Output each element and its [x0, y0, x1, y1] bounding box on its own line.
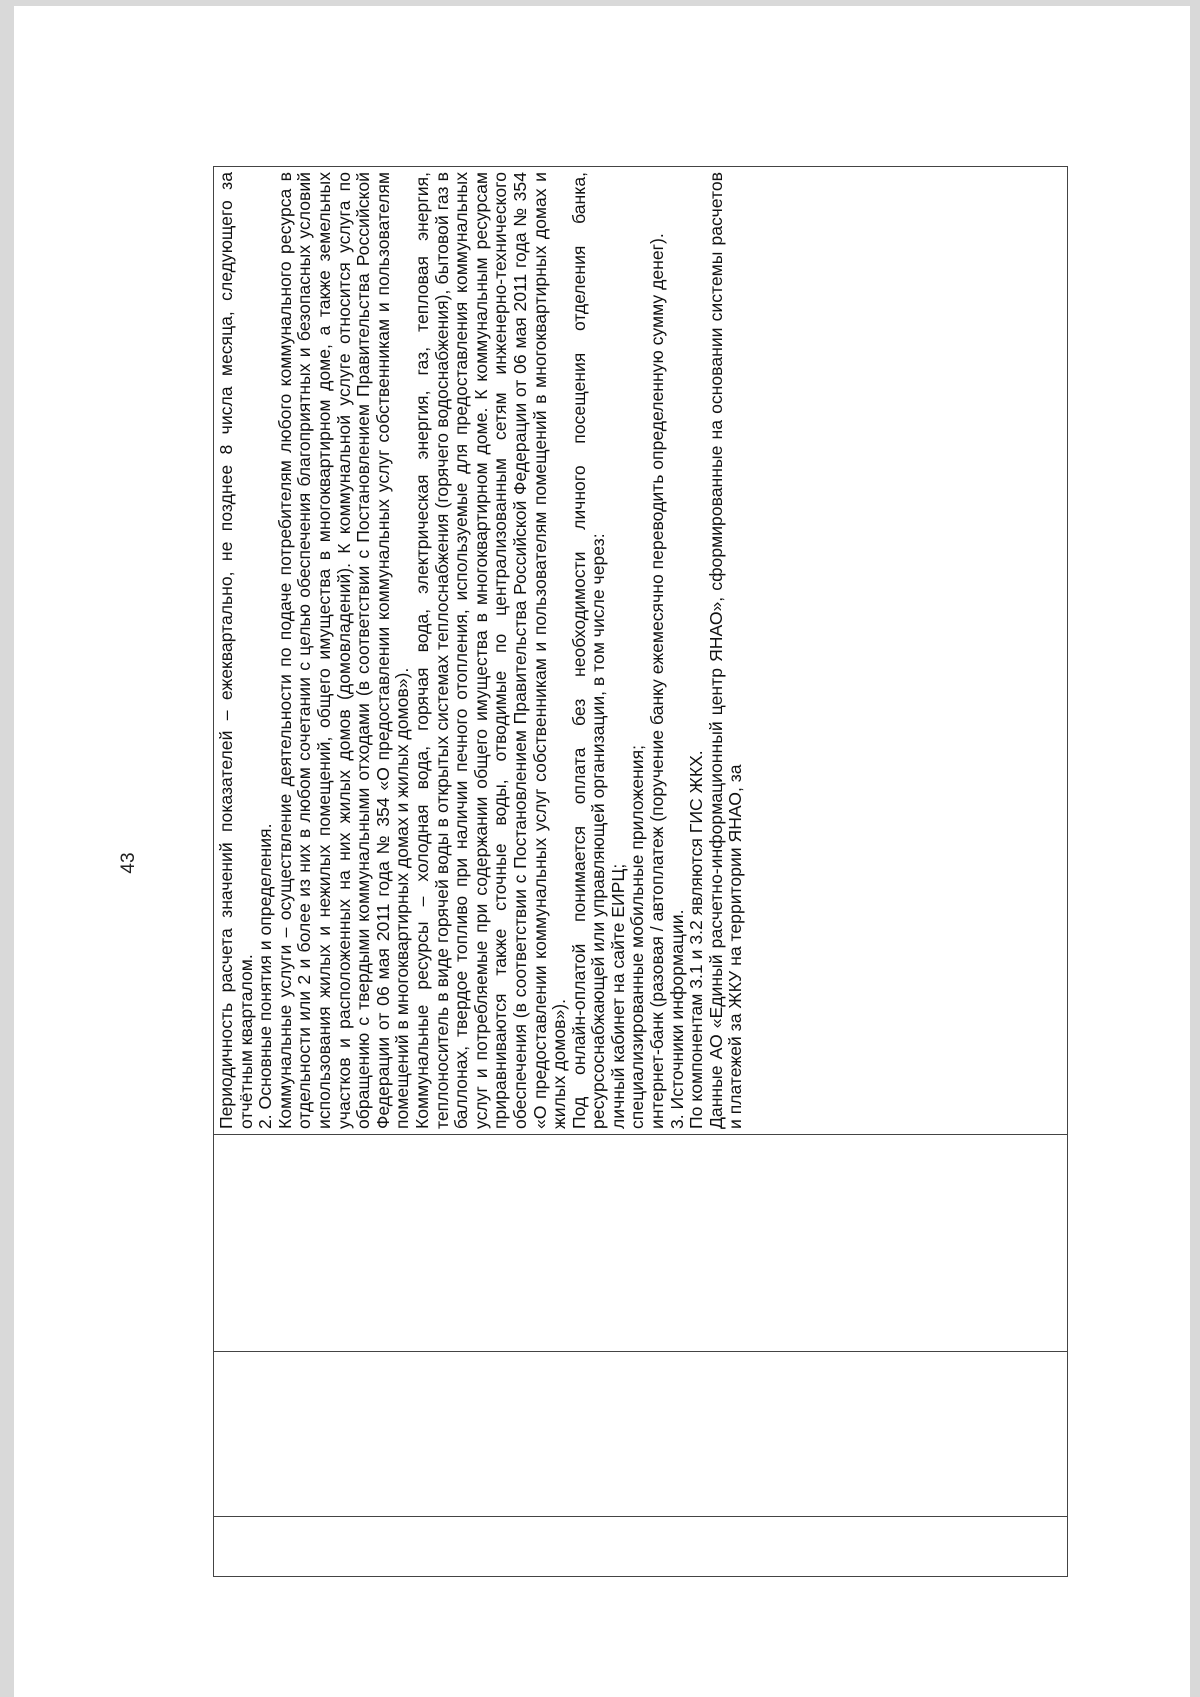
paragraph-section-2-heading: 2. Основные понятия и определения.: [255, 823, 276, 1129]
table-cell-2: [214, 1352, 1068, 1517]
list-item-internet-bank: интернет-банк (разовая / автоплатеж (поручение банку ежемесячно переводить определенную сумму денег).: [647, 233, 668, 1129]
paragraph-section-3-heading: 3. Источники информации.: [666, 909, 687, 1129]
paragraph-communal-services: Коммунальные услуги – осуществление деятельности по подаче потребителям любого коммунального ресурса в отдельности или 2 и более из них в любом сочетании с целью обеспечения благоприятных и безопасных условий использования жилых и нежилых помещений, общего имущества в многоквартирном доме, а также земельных участков и расположенных на них жилых домов (домовладений). К коммунальной услуге относится услуга по обращению с твердыми коммунальными отходами (в соответствии с Постановлением Правительства Российской Федерации от 06 мая 2011 года № 354 «О предоставлении коммунальных услуг собственникам и пользователям помещений в многоквартирных домах и жилых домов»).: [274, 172, 413, 1129]
table-cell-description: [214, 167, 1068, 1135]
list-item-mobile-apps: специализированные мобильные приложения;: [627, 745, 648, 1129]
table-row: [214, 167, 1068, 1577]
paragraph-components-source: По компонентам 3.1 и 3.2 являются ГИС ЖКХ.: [686, 750, 707, 1129]
document-page: [14, 6, 1190, 1697]
page-number: 43: [118, 852, 139, 874]
table-cell-1: [214, 1517, 1068, 1577]
indicator-table: [213, 166, 1068, 1577]
paragraph-online-payment: Под онлайн-оплатой понимается оплата без необходимости личного посещения отделения банка, ресурсоснабжающей или управляющей организации, в том числе через:: [568, 172, 609, 1129]
list-item-personal-cabinet: личный кабинет на сайте ЕИРЦ;: [607, 863, 628, 1129]
rotated-table: [213, 167, 1068, 1577]
paragraph-eirc-data: Данные АО «Единый расчетно-информационный центр ЯНАО», сформированные на основании системы расчетов и платежей за ЖКУ на территории ЯНАО, за: [705, 172, 746, 1129]
table-cell-3: [214, 1135, 1068, 1352]
paragraph-communal-resources: Коммунальные ресурсы – холодная вода, горячая вода, электрическая энергия, газ, тепловая энергия, теплоноситель в виде горячей воды в открытых системах теплоснабжения (горячего водоснабжения), бытовой газ в баллонах, твердое топливо при наличии печного отопления, используемые для предоставления коммунальных услуг и потребляемые при содержании общего имущества в многоквартирном доме. К коммунальным ресурсам приравниваются также сточные воды, отводимые по централизованным сетям инженерно-технического обеспечения (в соответствии с Постановлением Правительства Российской Федерации от 06 мая 2011 года № 354 «О предоставлении коммунальных услуг собственникам и пользователям помещений в многоквартирных домах и жилых домов»).: [411, 172, 570, 1129]
description-text: [217, 172, 746, 1129]
paragraph-periodicity: Периодичность расчета значений показателей – ежеквартально, не позднее 8 числа месяца, следующего за отчётным кварталом.: [216, 172, 256, 1129]
